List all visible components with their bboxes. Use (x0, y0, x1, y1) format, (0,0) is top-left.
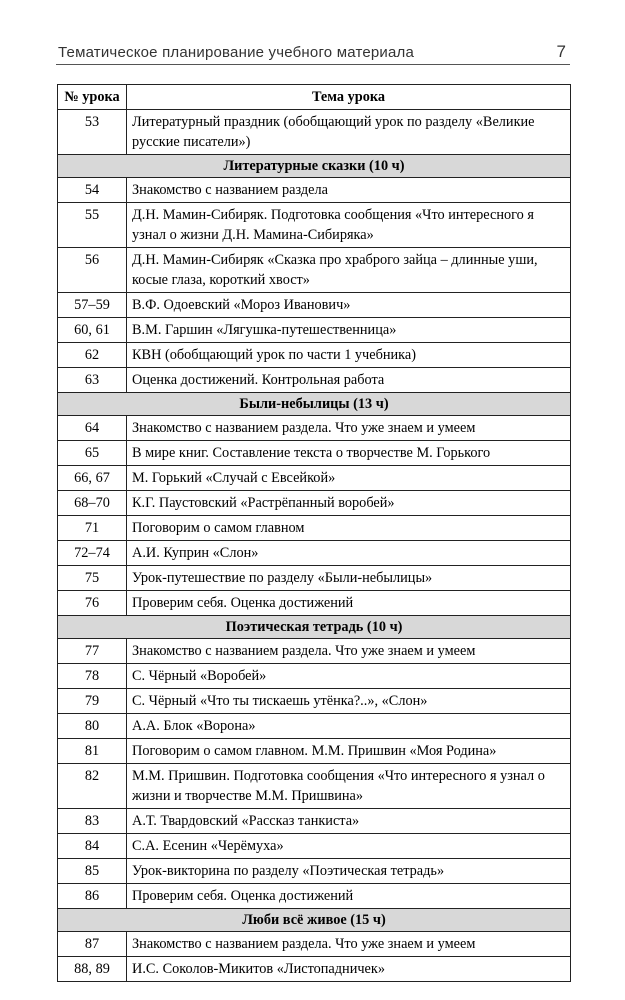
table-row (58, 466, 571, 491)
lesson-topic-cell: К.Г. Паустовский «Растрёпанный воробей» (127, 491, 571, 516)
table-row (58, 416, 571, 441)
page-header (56, 42, 570, 65)
table-row (58, 318, 571, 343)
column-header-lesson-number: № урока (58, 85, 127, 110)
lesson-topic-cell: Литературный праздник (обобщающий урок по разделу «Великие русские писатели») (127, 110, 571, 155)
lesson-number-cell: 56 (58, 248, 127, 293)
table-header-row (58, 85, 571, 110)
lesson-topic-cell: Урок-викторина по разделу «Поэтическая тетрадь» (127, 859, 571, 884)
lesson-topic-cell: А.И. Куприн «Слон» (127, 541, 571, 566)
lesson-topic-cell: Поговорим о самом главном. М.М. Пришвин «Моя Родина» (127, 739, 571, 764)
lesson-number-cell: 83 (58, 809, 127, 834)
table-row (58, 178, 571, 203)
lesson-topic-cell: Проверим себя. Оценка достижений (127, 884, 571, 909)
lesson-topic-cell: Поговорим о самом главном (127, 516, 571, 541)
table-row (58, 516, 571, 541)
lesson-number-cell: 60, 61 (58, 318, 127, 343)
lesson-topic-cell: Урок-путешествие по разделу «Были-небылицы» (127, 566, 571, 591)
lesson-number-cell: 62 (58, 343, 127, 368)
lesson-topic-cell: М. Горький «Случай с Евсейкой» (127, 466, 571, 491)
lesson-number-cell: 85 (58, 859, 127, 884)
lesson-topic-cell: Д.Н. Мамин-Сибиряк «Сказка про храброго зайца – длинные уши, косые глаза, короткий хвост» (127, 248, 571, 293)
section-row (58, 909, 571, 932)
table-row (58, 834, 571, 859)
lesson-topic-cell: В.Ф. Одоевский «Мороз Иванович» (127, 293, 571, 318)
table-row (58, 714, 571, 739)
running-title: Тематическое планирование учебного материала (58, 44, 415, 61)
table-row (58, 203, 571, 248)
lesson-number-cell: 78 (58, 664, 127, 689)
lesson-topic-cell: А.А. Блок «Ворона» (127, 714, 571, 739)
lesson-number-cell: 68–70 (58, 491, 127, 516)
lesson-number-cell: 87 (58, 932, 127, 957)
lesson-topic-cell: Д.Н. Мамин-Сибиряк. Подготовка сообщения «Что интересного я узнал о жизни Д.Н. Мамина-Сибиряка» (127, 203, 571, 248)
table-row (58, 764, 571, 809)
section-row (58, 155, 571, 178)
table-row (58, 541, 571, 566)
section-title: Поэтическая тетрадь (10 ч) (58, 616, 571, 639)
table-row (58, 248, 571, 293)
lesson-number-cell: 63 (58, 368, 127, 393)
table-row (58, 110, 571, 155)
lesson-topic-cell: В.М. Гаршин «Лягушка-путешественница» (127, 318, 571, 343)
table-row (58, 343, 571, 368)
lesson-number-cell: 79 (58, 689, 127, 714)
table-row (58, 293, 571, 318)
table-row (58, 859, 571, 884)
lesson-topic-cell: Проверим себя. Оценка достижений (127, 591, 571, 616)
column-header-lesson-topic: Тема урока (127, 85, 571, 110)
lesson-number-cell: 80 (58, 714, 127, 739)
section-title: Литературные сказки (10 ч) (58, 155, 571, 178)
table-row (58, 884, 571, 909)
lesson-topic-cell: Знакомство с названием раздела. Что уже знаем и умеем (127, 639, 571, 664)
lesson-number-cell: 72–74 (58, 541, 127, 566)
section-title: Люби всё живое (15 ч) (58, 909, 571, 932)
table-row (58, 809, 571, 834)
lesson-number-cell: 64 (58, 416, 127, 441)
lesson-topic-cell: Знакомство с названием раздела (127, 178, 571, 203)
lesson-number-cell: 57–59 (58, 293, 127, 318)
table-row (58, 566, 571, 591)
section-row (58, 393, 571, 416)
lesson-topic-cell: Оценка достижений. Контрольная работа (127, 368, 571, 393)
table-row (58, 591, 571, 616)
table-row (58, 639, 571, 664)
table-row (58, 957, 571, 982)
lesson-topic-cell: А.Т. Твардовский «Рассказ танкиста» (127, 809, 571, 834)
section-row (58, 616, 571, 639)
lesson-number-cell: 81 (58, 739, 127, 764)
lesson-number-cell: 76 (58, 591, 127, 616)
lesson-number-cell: 53 (58, 110, 127, 155)
lesson-number-cell: 82 (58, 764, 127, 809)
lesson-number-cell: 65 (58, 441, 127, 466)
table-row (58, 932, 571, 957)
lesson-number-cell: 55 (58, 203, 127, 248)
lesson-number-cell: 66, 67 (58, 466, 127, 491)
lesson-plan-table (57, 84, 571, 982)
lesson-number-cell: 86 (58, 884, 127, 909)
table-row (58, 689, 571, 714)
lesson-topic-cell: М.М. Пришвин. Подготовка сообщения «Что интересного я узнал о жизни и творчестве М.М. Пришвина» (127, 764, 571, 809)
table-row (58, 491, 571, 516)
lesson-topic-cell: И.С. Соколов-Микитов «Листопадничек» (127, 957, 571, 982)
lesson-topic-cell: С. Чёрный «Воробей» (127, 664, 571, 689)
lesson-number-cell: 75 (58, 566, 127, 591)
table-body (58, 110, 571, 982)
lesson-topic-cell: С.А. Есенин «Черёмуха» (127, 834, 571, 859)
page-number: 7 (556, 42, 566, 61)
lesson-topic-cell: С. Чёрный «Что ты тискаешь утёнка?..», «Слон» (127, 689, 571, 714)
lesson-number-cell: 71 (58, 516, 127, 541)
lesson-number-cell: 54 (58, 178, 127, 203)
table-row (58, 441, 571, 466)
lesson-number-cell: 84 (58, 834, 127, 859)
lesson-topic-cell: В мире книг. Составление текста о творчестве М. Горького (127, 441, 571, 466)
table-row (58, 664, 571, 689)
lesson-topic-cell: Знакомство с названием раздела. Что уже знаем и умеем (127, 932, 571, 957)
lesson-number-cell: 88, 89 (58, 957, 127, 982)
section-title: Были-небылицы (13 ч) (58, 393, 571, 416)
lesson-topic-cell: КВН (обобщающий урок по части 1 учебника) (127, 343, 571, 368)
table-row (58, 368, 571, 393)
lesson-number-cell: 77 (58, 639, 127, 664)
lesson-topic-cell: Знакомство с названием раздела. Что уже знаем и умеем (127, 416, 571, 441)
table-row (58, 739, 571, 764)
